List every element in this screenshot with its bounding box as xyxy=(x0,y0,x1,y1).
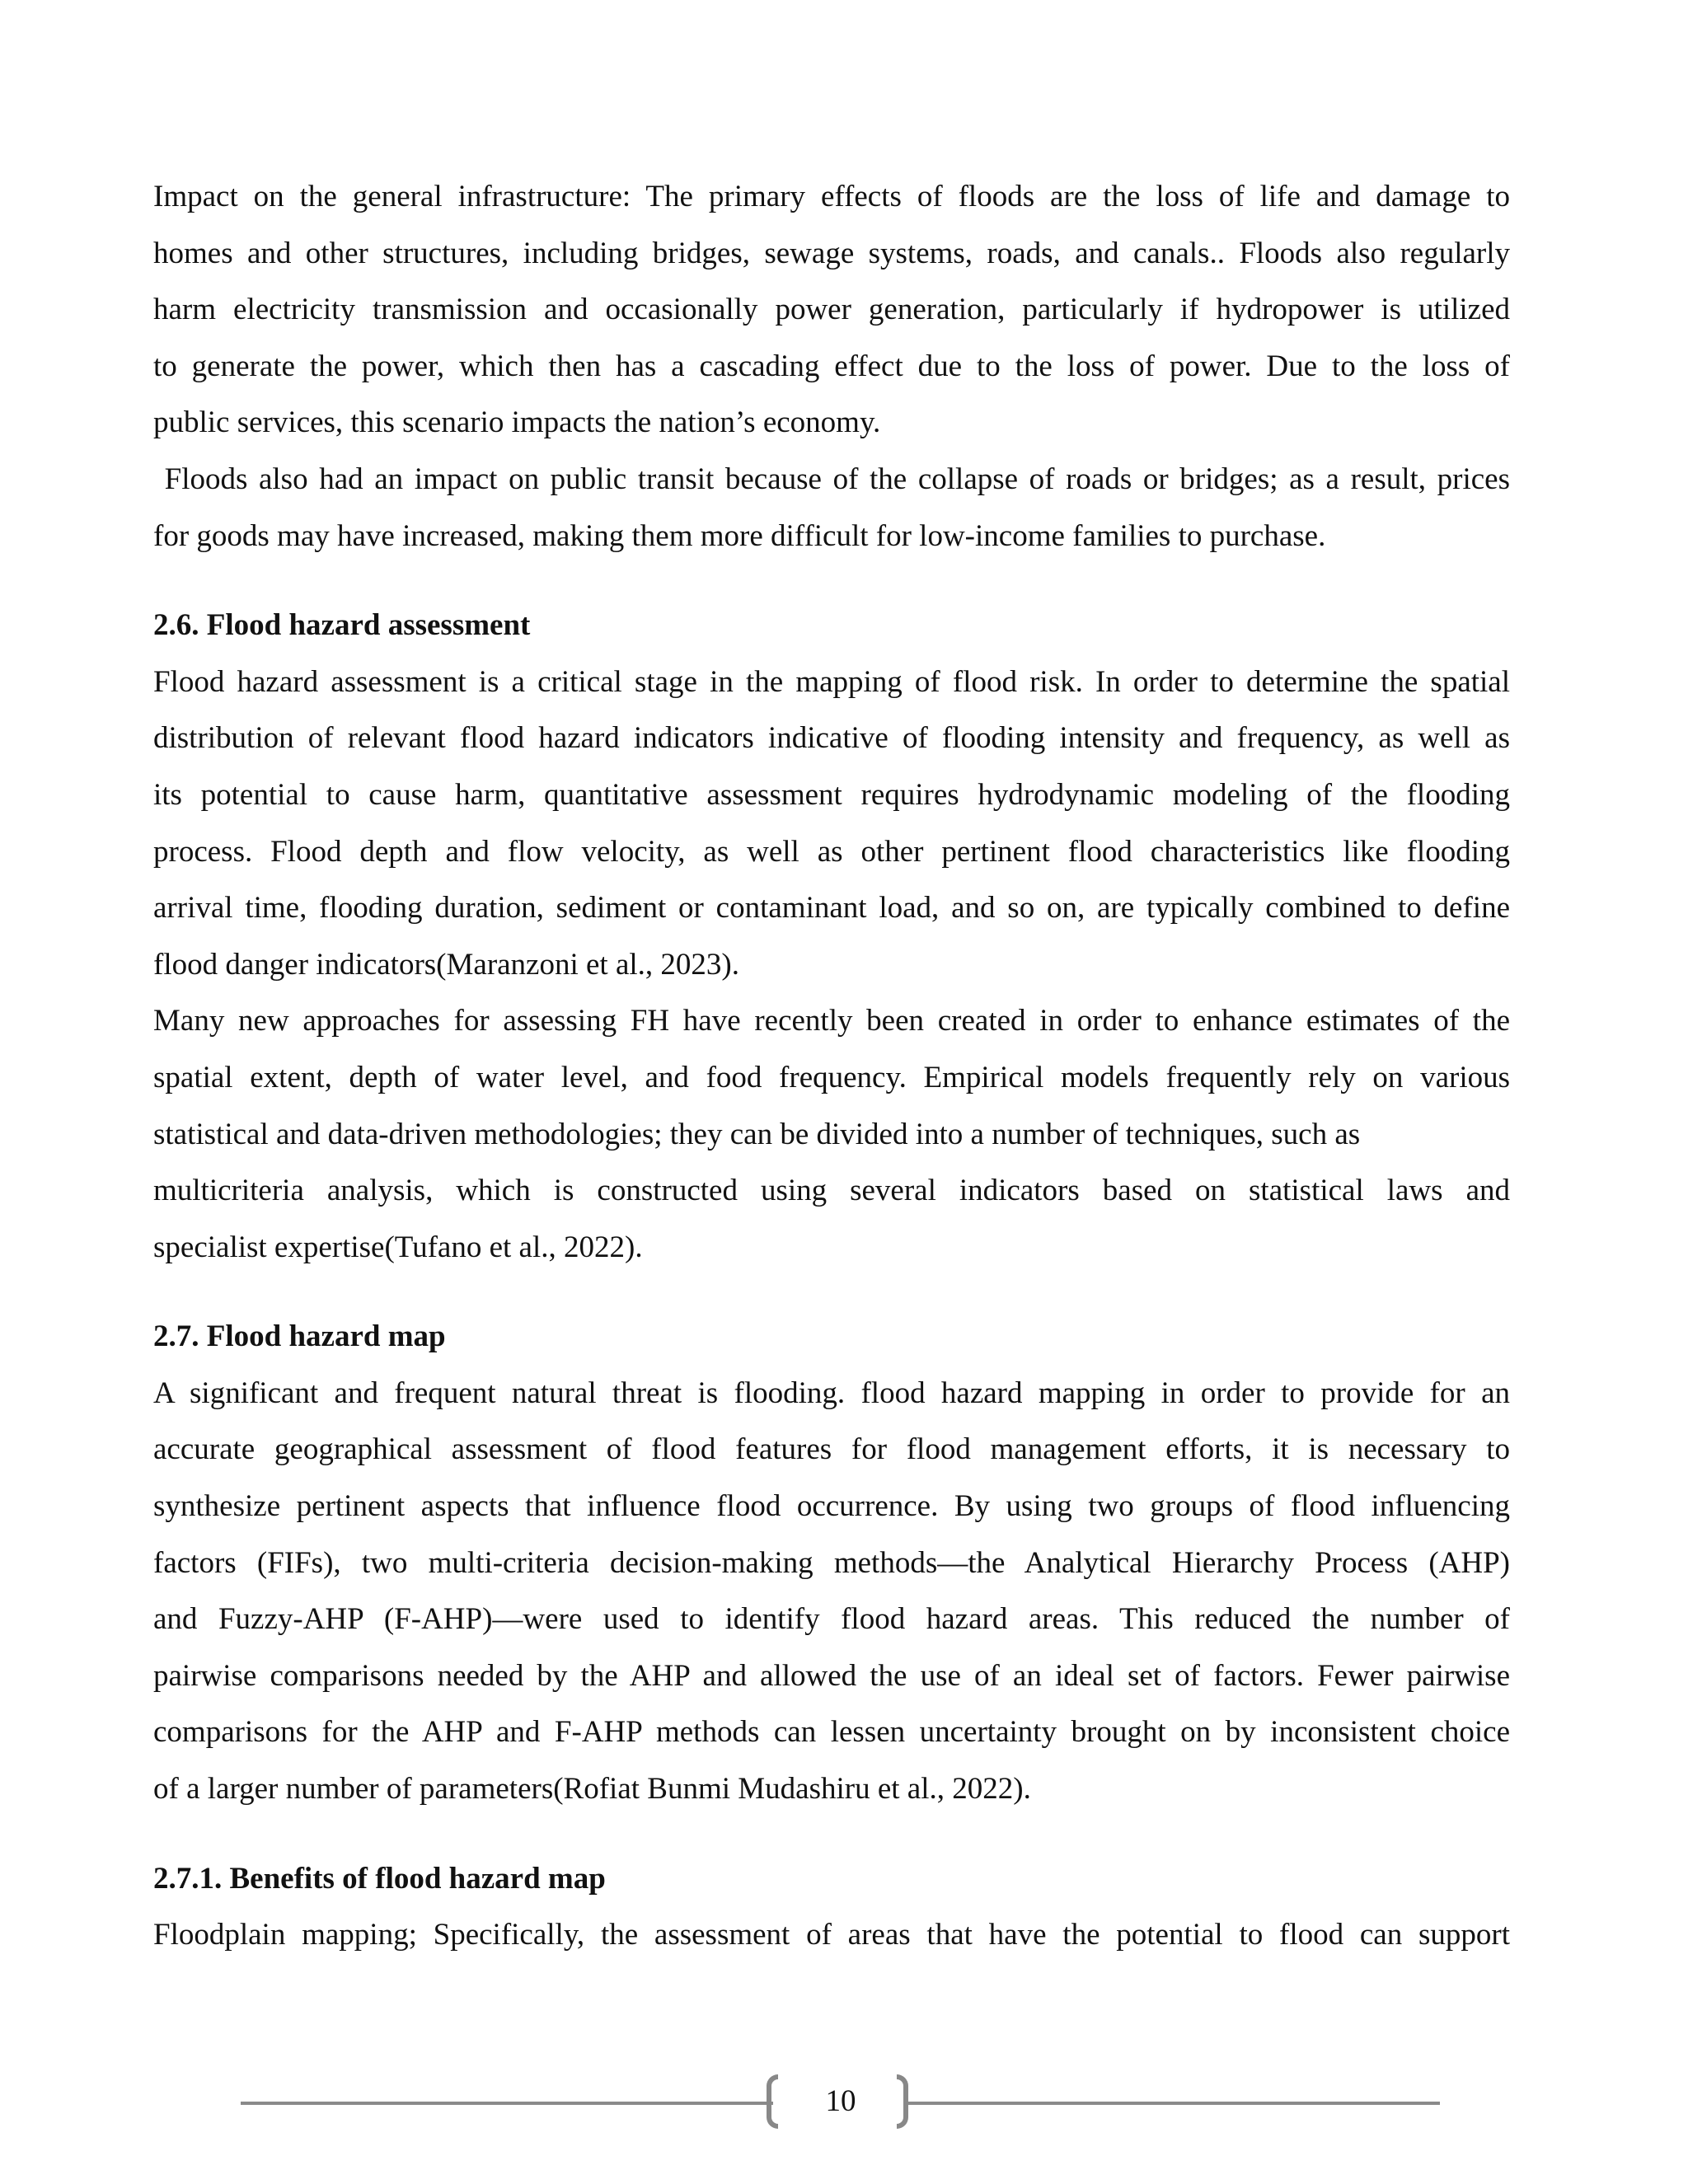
text-line: Floodplain mapping; Specifically, the assessment of areas that have the potential to flood can support xyxy=(153,1918,1510,1952)
paragraph xyxy=(153,993,1510,1276)
page-number: 10 xyxy=(825,2084,856,2118)
text-line: to generate the power, which then has a cascading effect due to the loss of power. Due to the loss of xyxy=(153,349,1510,383)
text-line: statistical and data-driven methodologies; they can be divided into a number of techniques, such as xyxy=(153,1117,1361,1151)
text-line: process. Flood depth and flow velocity, as well as other pertinent flood characteristics like flooding xyxy=(153,834,1510,869)
text-line: homes and other structures, including bridges, sewage systems, roads, and canals.. Floods also regularly xyxy=(153,236,1510,270)
paragraph xyxy=(153,1907,1510,1964)
text-line: Impact on the general infrastructure: The primary effects of floods are the loss of life and damage to xyxy=(153,180,1510,213)
paragraph xyxy=(153,169,1510,452)
document-body xyxy=(153,169,1510,1964)
text-line: factors (FIFs), two multi-criteria decision-making methods—the Analytical Hierarchy Process (AHP) xyxy=(153,1545,1510,1580)
section-heading: 2.7.1. Benefits of flood hazard map xyxy=(153,1861,606,1896)
text-line: spatial extent, depth of water level, and food frequency. Empirical models frequently rely on various xyxy=(153,1060,1510,1094)
text-line: multicriteria analysis, which is constructed using several indicators based on statistical laws and xyxy=(153,1174,1510,1208)
text-line: and Fuzzy-AHP (F-AHP)—were used to identify flood hazard areas. This reduced the number of xyxy=(153,1602,1510,1637)
text-line: arrival time, flooding duration, sediment or contaminant load, and so on, are typically combined to define xyxy=(153,891,1510,926)
text-line: Flood hazard assessment is a critical stage in the mapping of flood risk. In order to determine the spatial xyxy=(153,664,1510,699)
paragraph xyxy=(153,654,1510,994)
text-line: comparisons for the AHP and F-AHP methods can lessen uncertainty brought on by inconsistent choice xyxy=(153,1715,1510,1750)
text-line: its potential to cause harm, quantitative assessment requires hydrodynamic modeling of the flooding xyxy=(153,777,1510,812)
footer-rule-left xyxy=(241,2102,773,2105)
text-line: distribution of relevant flood hazard indicators indicative of flooding intensity and frequency, as well as xyxy=(153,721,1510,756)
paragraph xyxy=(153,1366,1510,1818)
paragraph xyxy=(153,452,1510,565)
footer-rule-right xyxy=(908,2102,1440,2105)
text-line: flood danger indicators(Maranzoni et al., 2023). xyxy=(153,947,739,982)
text-line: A significant and frequent natural threat is flooding. flood hazard mapping in order to provide for an xyxy=(153,1376,1510,1410)
text-line: synthesize pertinent aspects that influence flood occurrence. By using two groups of flood influencing xyxy=(153,1489,1510,1524)
text-line: Floods also had an impact on public transit because of the collapse of roads or bridges; as a result, prices xyxy=(153,462,1510,496)
text-line: pairwise comparisons needed by the AHP and allowed the use of an ideal set of factors. Fewer pairwise xyxy=(153,1658,1510,1693)
text-line: specialist expertise(Tufano et al., 2022). xyxy=(153,1230,643,1264)
text-line: Many new approaches for assessing FH have recently been created in order to enhance estimates of the xyxy=(153,1004,1510,1038)
text-line: public services, this scenario impacts the nation’s economy. xyxy=(153,405,881,440)
text-line: for goods may have increased, making them more difficult for low-income families to purchase. xyxy=(153,518,1326,553)
text-line: harm electricity transmission and occasionally power generation, particularly if hydropower is utilized xyxy=(153,293,1510,327)
section-heading: 2.6. Flood hazard assessment xyxy=(153,608,531,643)
text-line: accurate geographical assessment of flood features for flood management efforts, it is necessary to xyxy=(153,1432,1510,1467)
text-line: of a larger number of parameters(Rofiat Bunmi Mudashiru et al., 2022). xyxy=(153,1772,1031,1807)
section-heading: 2.7. Flood hazard map xyxy=(153,1319,446,1354)
